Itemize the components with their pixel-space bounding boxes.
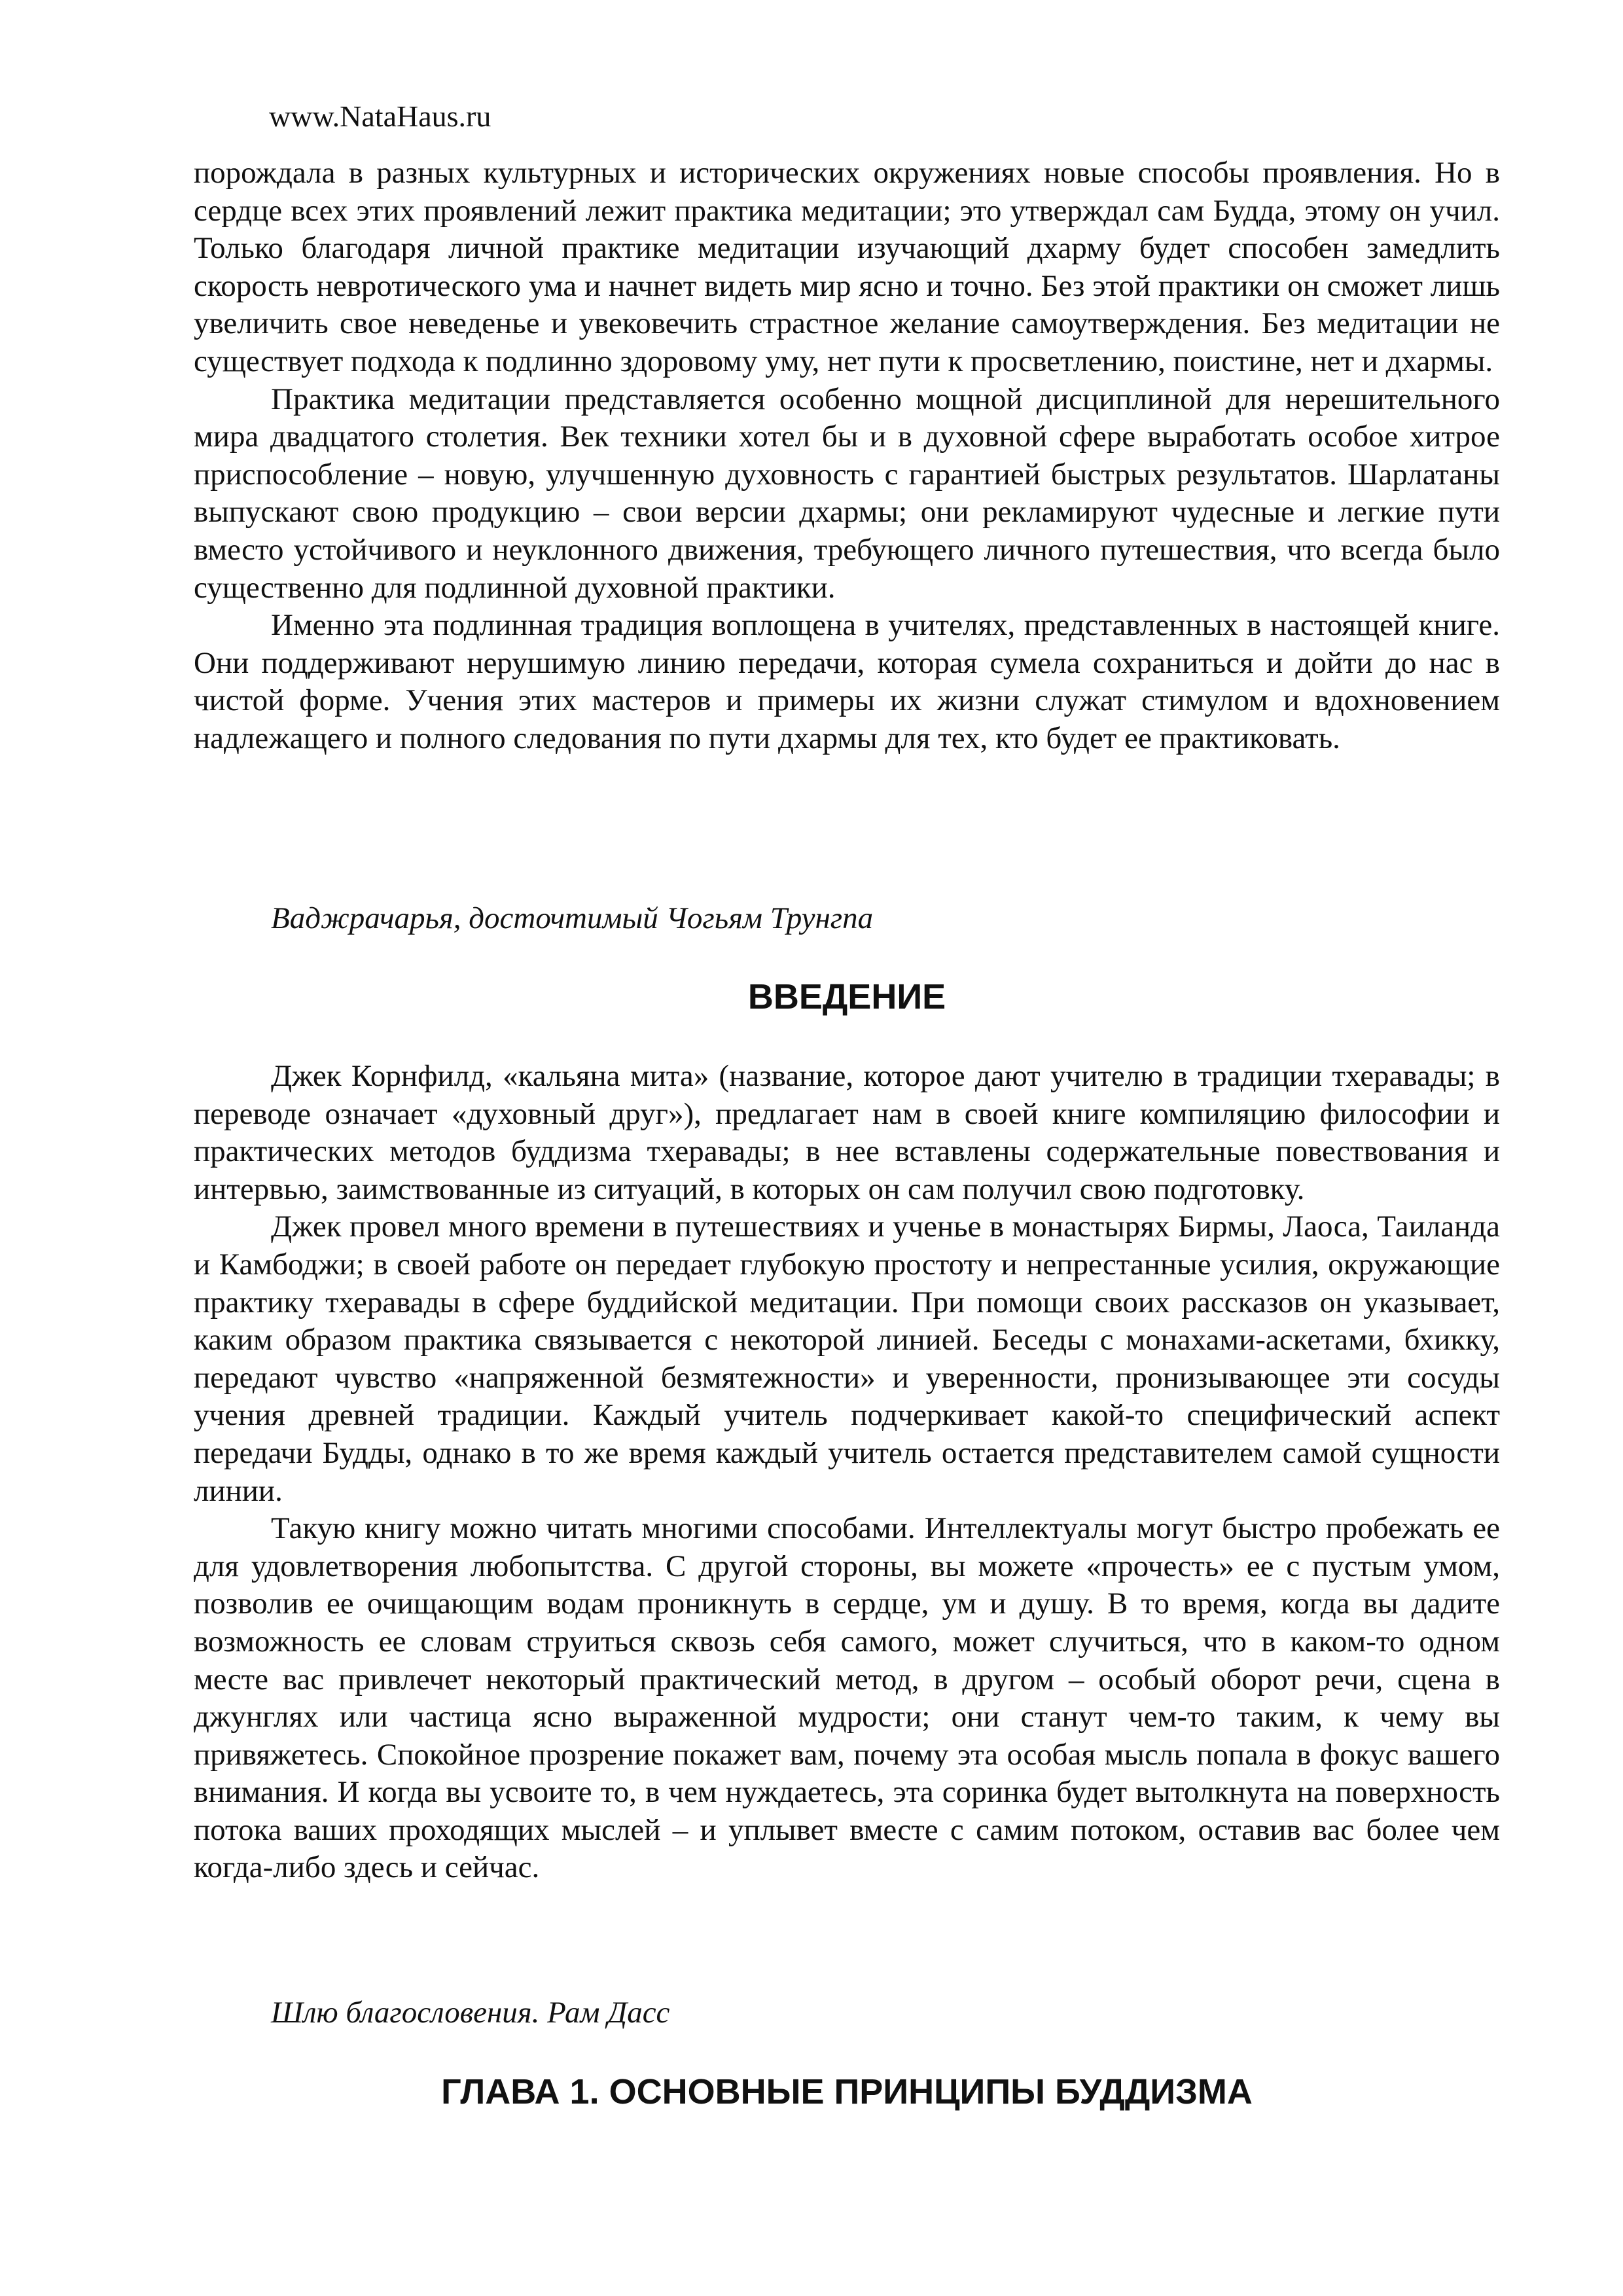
- introduction-section: [194, 1058, 1500, 1887]
- foreword-paragraph-3: Именно эта подлинная традиция воплощена в учителях, представленных в настоящей книге. Они поддерживают нерушимую линию передачи, которая сумела сохраниться и дойти до нас в чистой форме. Учения этих мастеров и примеры их жизни служат стимулом и вдохновением надлежащего и полного следования по пути дхармы для тех, кто будет ее практиковать.: [194, 608, 1500, 755]
- foreword-signature: Ваджрачарья, досточтимый Чогьям Трунгпа: [271, 901, 874, 935]
- introduction-paragraph-2: Джек провел много времени в путешествиях и ученье в монастырях Бирмы, Лаоса, Таиланда и Камбоджи; в своей работе он передает глубокую простоту и непрестанные усилия, окружающие практику тхеравады в сфере буддийской медитации. При помощи своих рассказов он указывает, каким образом практика связывается с некоторой линией. Беседы с монахами-аскетами, бхикку, передают чувство «напряженной безмятежности» и уверенности, пронизывающее эти сосуды учения древней традиции. Каждый учитель подчеркивает какой-то специфический аспект передачи Будды, однако в то же время каждый учитель остается представителем самой сущности линии.: [194, 1210, 1500, 1508]
- introduction-paragraph-1: Джек Корнфилд, «кальяна мита» (название, которое дают учителю в традиции тхеравады; в переводе означает «духовный друг»), предлагает нам в своей книге компиляцию философии и практических методов буддизма тхеравады; в нее вставлены содержательные повествования и интервью, заимствованные из ситуаций, в которых он сам получил свою подготовку.: [194, 1059, 1500, 1206]
- foreword-paragraph-2: Практика медитации представляется особенно мощной дисциплиной для нерешительного мира двадцатого столетия. Век техники хотел бы и в духовной сфере выработать особое хитрое приспособление – новую, улучшенную духовность с гарантией быстрых результатов. Шарлатаны выпускают свою продукцию – свои версии дхармы; они рекламируют чудесные и легкие пути вместо устойчивого и неуклонного движения, требующего личного путешествия, что всегда было существенно для подлинной духовной практики.: [194, 382, 1500, 605]
- introduction-paragraph-3: Такую книгу можно читать многими способами. Интеллектуалы могут быстро пробежать ее для удовлетворения любопытства. С другой стороны, вы можете «прочесть» ее с пустым умом, позволив ее очищающим водам проникнуть в сердце, ум и душу. В то время, когда вы дадите возможность ее словам струиться сквозь себя самого, может случиться, что в каком-то одном месте вас привлечет некоторый практический метод, в другом – особый оборот речи, сцена в джунглях или частица ясно выраженной мудрости; они станут чем-то таким, к чему вы привяжетесь. Спокойное прозрение покажет вам, почему эта особая мысль попала в фокус вашего внимания. И когда вы усвоите то, в чем нуждаетесь, эта соринка будет вытолкнута на поверхность потока ваших проходящих мыслей – и уплывет вместе с самим потоком, оставив вас более чем когда-либо здесь и сейчас.: [194, 1511, 1500, 1885]
- foreword-paragraph-1: порождала в разных культурных и исторических окружениях новые способы проявления. Но в сердце всех этих проявлений лежит практика медитации; это утверждал сам Будда, этому он учил. Только благодаря личной практике медитации изучающий дхарму будет способен замедлить скорость невротического ума и начнет видеть мир ясно и точно. Без этой практики он сможет лишь увеличить свое неведенье и увековечить страстное желание самоутверждения. Без медитации не существует подхода к подлинно здоровому уму, нет пути к просветлению, поистине, нет и дхармы.: [194, 156, 1500, 378]
- chapter-title: ГЛАВА 1. ОСНОВНЫЕ ПРИНЦИПЫ БУДДИЗМА: [441, 2072, 1253, 2111]
- site-url-header: www.NataHaus.ru: [269, 99, 491, 133]
- introduction-signature: Шлю благословения. Рам Дасс: [271, 1996, 670, 2030]
- foreword-section: [194, 154, 1500, 758]
- introduction-title: ВВЕДЕНИЕ: [747, 977, 946, 1016]
